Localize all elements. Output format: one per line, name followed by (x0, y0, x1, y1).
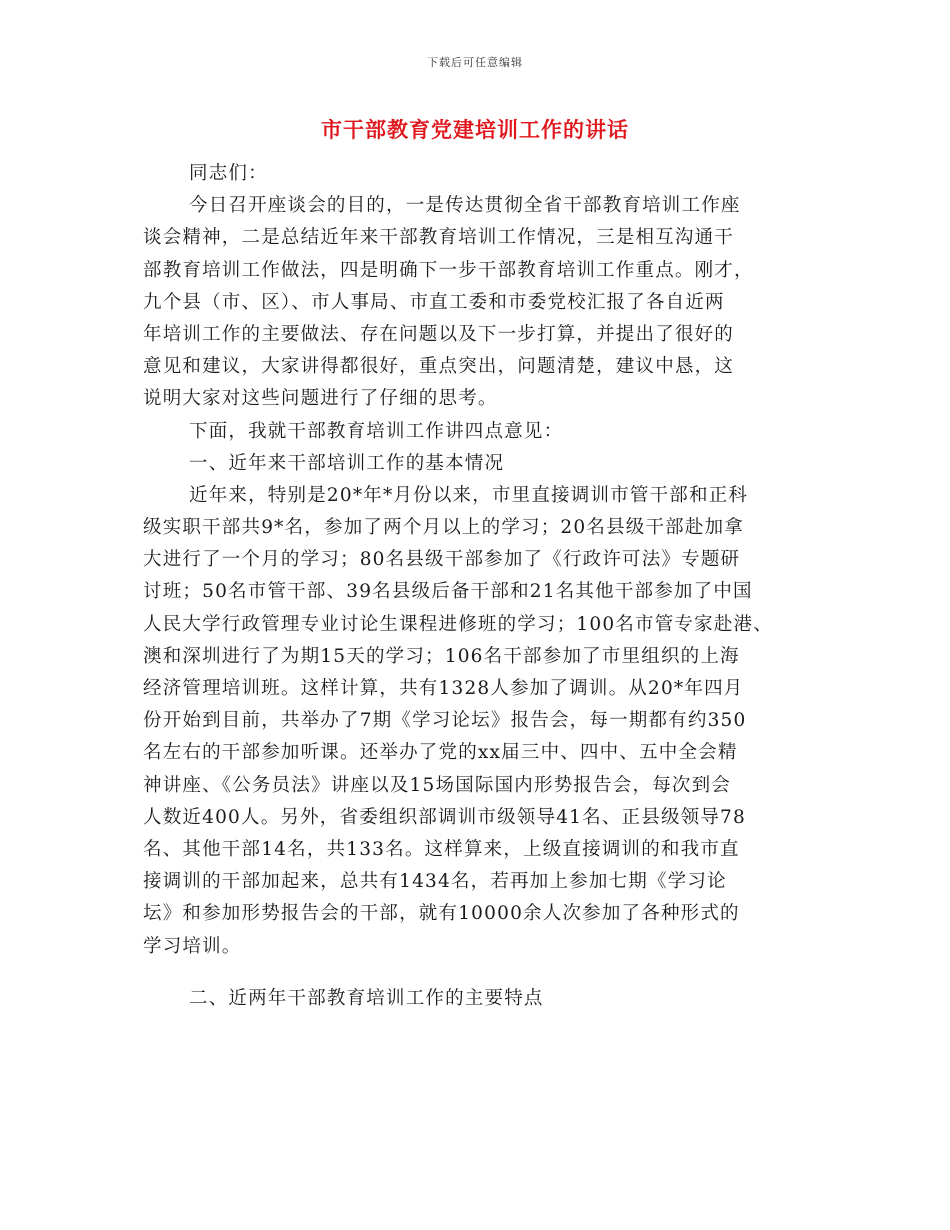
paragraph-line: 年培训工作的主要做法、存在问题以及下一步打算，并提出了很好的 (143, 323, 735, 345)
paragraph-line: 讨班；50名市管干部、39名县级后备干部和21名其他干部参加了中国 (143, 581, 753, 603)
paragraph-line: 接调训的干部加起来，总共有1434名，若再加上参加七期《学习论 (143, 871, 727, 893)
paragraph-line: 级实职干部共9*名，参加了两个月以上的学习；20名县级干部赴加拿 (143, 517, 744, 539)
paragraph-line: 名、其他干部14名，共133名。这样算来，上级直接调训的和我市直 (143, 838, 740, 860)
paragraph-line: 经济管理培训班。这样计算，共有1328人参加了调训。从20*年四月 (143, 678, 744, 699)
paragraph-line: 近年来，特别是20*年*月份以来，市里直接调训市管干部和正科 (189, 484, 749, 506)
salutation-line: 同志们： (189, 163, 268, 184)
section-heading-1: 一、近年来干部培训工作的基本情况 (189, 452, 505, 474)
paragraph-line: 神讲座、《公务员法》讲座以及15场国际国内形势报告会，每次到会 (143, 774, 731, 796)
page-header-note: 下载后可任意编辑 (427, 56, 523, 69)
paragraph-line: 九个县（市、区）、市人事局、市直工委和市委党校汇报了各自近两 (143, 291, 725, 313)
paragraph-line: 学习培训。 (143, 935, 242, 957)
paragraph-line: 澳和深圳进行了为期15天的学习；106名干部参加了市里组织的上海 (143, 645, 740, 667)
document-body (143, 158, 803, 1015)
document-title: 市干部教育党建培训工作的讲话 (321, 117, 629, 142)
paragraph-line: 人民大学行政管理专业讨论生课程进修班的学习；100名市管专家赴港、 (143, 613, 773, 635)
paragraph-line: 坛》和参加形势报告会的干部，就有10000余人次参加了各种形式的 (143, 903, 740, 925)
paragraph-line: 说明大家对这些问题进行了仔细的思考。 (143, 388, 498, 410)
paragraph-line: 意见和建议，大家讲得都很好，重点突出，问题清楚，建议中恳，这 (143, 356, 735, 378)
paragraph-line: 大进行了一个月的学习；80名县级干部参加了《行政许可法》专题研 (143, 549, 741, 571)
paragraph-line: 今日召开座谈会的目的，一是传达贯彻全省干部教育培训工作座 (189, 195, 741, 217)
paragraph-line: 下面，我就干部教育培训工作讲四点意见： (189, 420, 564, 442)
paragraph-line: 名左右的干部参加听课。还举办了党的xx届三中、四中、五中全会精 (143, 742, 738, 764)
section-heading-2: 二、近两年干部教育培训工作的主要特点 (189, 987, 544, 1009)
paragraph-line: 部教育培训工作做法，四是明确下一步干部教育培训工作重点。刚才， (143, 259, 754, 281)
paragraph-gap (143, 963, 803, 983)
paragraph-line: 谈会精神，二是总结近年来干部教育培训工作情况，三是相互沟通干 (143, 227, 735, 249)
paragraph-line: 份开始到目前，共举办了7期《学习论坛》报告会，每一期都有约350 (143, 710, 747, 732)
paragraph-line: 人数近400人。另外，省委组织部调训市级领导41名、正县级领导78 (143, 806, 746, 828)
